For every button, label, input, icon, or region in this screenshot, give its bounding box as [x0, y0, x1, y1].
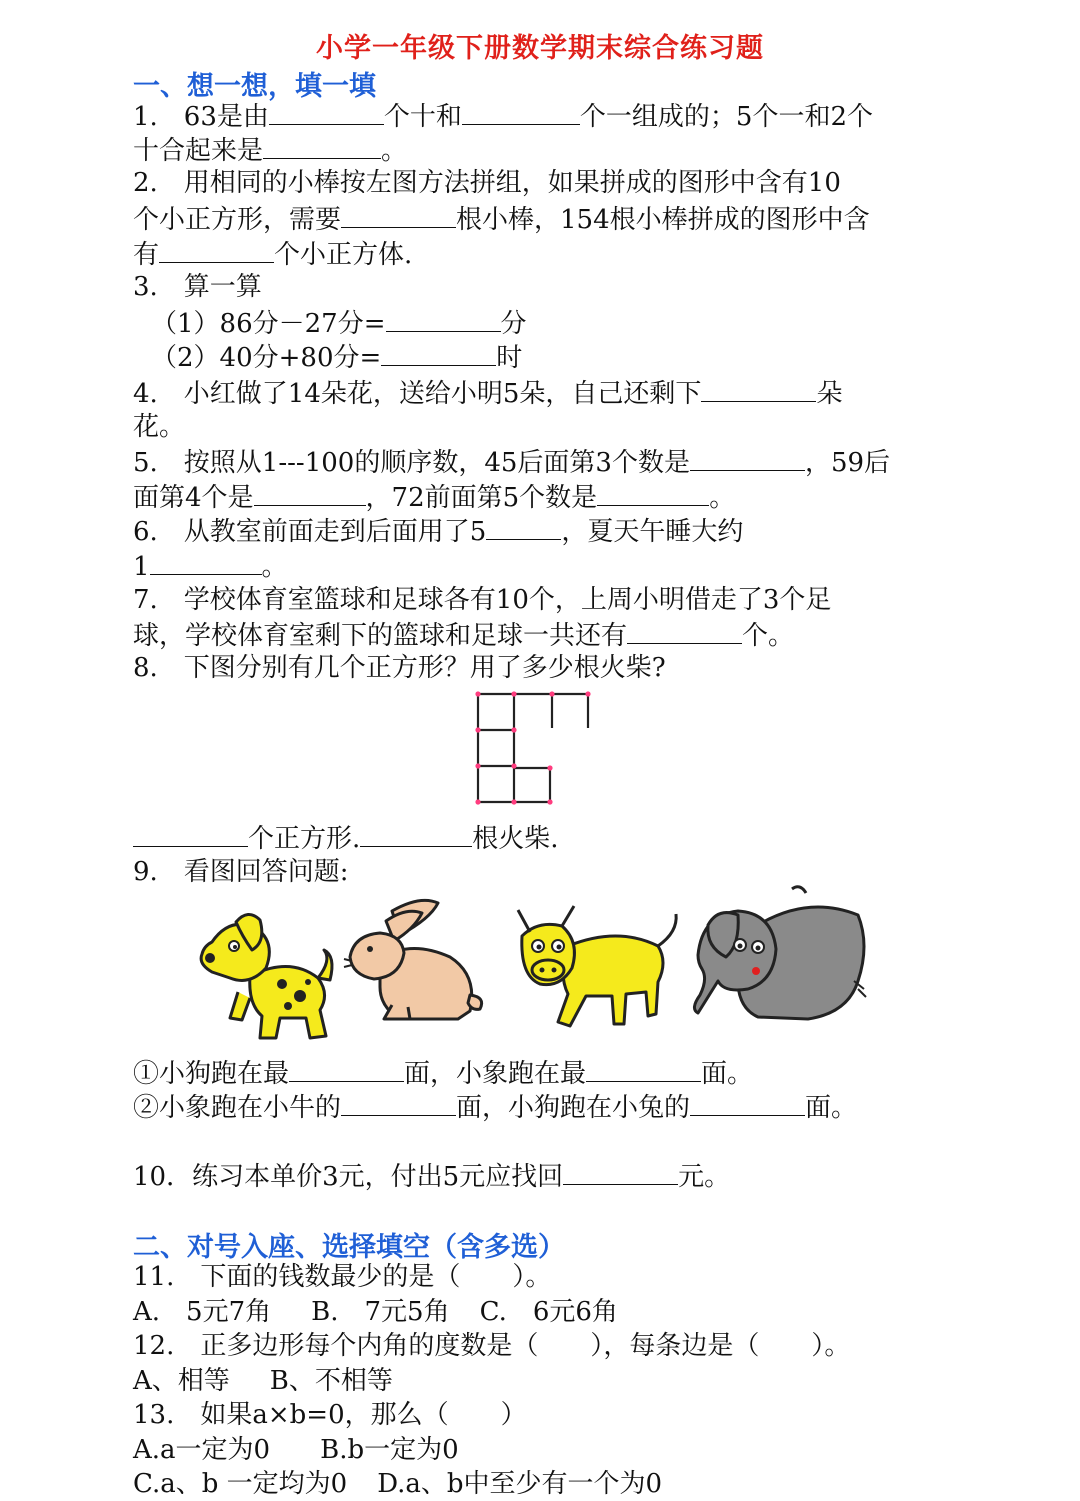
option-c[interactable]: C. 6元6角 [479, 1297, 618, 1327]
section-1-heading: 一、想一想，填一填 [133, 71, 376, 102]
page-title: 小学一年级下册数学期末综合练习题 [316, 33, 764, 64]
q1-line1: 1. 63是由 个十和 个一组成的；5个一和2个 [133, 98, 873, 134]
q12-options [133, 1364, 393, 1398]
q2-line1: 2. 用相同的小棒按左图方法拼组，如果拼成的图形中含有10 [133, 168, 841, 198]
q9-answer1: ①小狗跑在最 面，小象跑在最 面。 [133, 1055, 753, 1091]
q12-text: 12. 正多边形每个内角的度数是（ ），每条边是（ ）。 [133, 1331, 851, 1361]
section-2-heading: 二、对号入座、选择填空（含多选） [133, 1232, 565, 1263]
answer-blank[interactable] [254, 479, 366, 506]
answer-blank[interactable] [690, 444, 805, 471]
answer-blank[interactable] [159, 236, 274, 263]
answer-blank[interactable] [381, 339, 496, 366]
answer-blank[interactable] [133, 820, 248, 847]
q3-head: 3. 算一算 [133, 272, 262, 302]
q11-text: 11. 下面的钱数最少的是（ ）。 [133, 1262, 552, 1292]
answer-blank[interactable] [701, 375, 816, 402]
answer-blank[interactable] [486, 513, 561, 540]
q13-text: 13. 如果a×b=0，那么（ ） [133, 1400, 527, 1430]
option-a[interactable]: A. 5元7角 [133, 1297, 272, 1327]
answer-blank[interactable] [269, 98, 384, 125]
elephant-illustration [688, 885, 873, 1035]
answer-blank[interactable] [597, 479, 709, 506]
q8-answer-line: 个正方形. 根火柴. [133, 820, 559, 856]
option-b[interactable]: B. 7元5角 [311, 1297, 450, 1327]
answer-blank[interactable] [690, 1089, 805, 1116]
q3-part1: （1）86分－27分= 分 [133, 305, 527, 341]
answer-blank[interactable] [150, 548, 262, 575]
q13-options-row2 [133, 1467, 662, 1501]
answer-blank[interactable] [386, 305, 501, 332]
q9-answer2: ②小象跑在小牛的 面，小狗跑在小兔的 面。 [133, 1089, 857, 1125]
q2-line2: 个小正方形，需要 根小棒，154根小棒拼成的图形中含 [133, 201, 870, 237]
answer-blank[interactable] [563, 1158, 678, 1185]
q11-options [133, 1295, 618, 1329]
q4-line2: 花。 [133, 412, 186, 442]
answer-blank[interactable] [341, 1089, 456, 1116]
q3-part2: （2）40分+80分= 时 [133, 339, 522, 375]
option-c[interactable]: C.a、b 一定均为0 [133, 1469, 348, 1499]
answer-blank[interactable] [462, 98, 580, 125]
q1-line2: 十合起来是 。 [133, 132, 407, 168]
ox-illustration [508, 896, 688, 1046]
answer-blank[interactable] [289, 1055, 404, 1082]
answer-blank[interactable] [341, 201, 456, 228]
option-d[interactable]: D.a、b中至少有一个为0 [377, 1469, 663, 1499]
matchstick-figure [470, 688, 600, 810]
answer-blank[interactable] [263, 132, 381, 159]
rabbit-illustration [340, 895, 490, 1035]
q13-options-row1 [133, 1433, 459, 1467]
option-b[interactable]: B.b一定为0 [320, 1435, 459, 1465]
q9-head: 9. 看图回答问题: [133, 857, 349, 887]
q7-line1: 7. 学校体育室篮球和足球各有10个，上周小明借走了3个足 [133, 585, 832, 615]
option-a[interactable]: A、相等 [133, 1366, 230, 1396]
q4-line1: 4. 小红做了14朵花，送给小明5朵，自己还剩下 朵 [133, 375, 842, 411]
q8-head: 8. 下图分别有几个正方形？用了多少根火柴? [133, 653, 666, 683]
answer-blank[interactable] [586, 1055, 701, 1082]
dog-illustration [190, 906, 340, 1046]
q5-line2: 面第4个是 ，72前面第5个数是 。 [133, 479, 735, 515]
q10-line: 10．练习本单价3元，付出5元应找回 元。 [133, 1158, 730, 1194]
q6-line1: 6. 从教室前面走到后面用了5 ，夏天午睡大约 [133, 513, 743, 549]
q7-line2: 球，学校体育室剩下的篮球和足球一共还有 个。 [133, 617, 794, 653]
option-b[interactable]: B、不相等 [269, 1366, 393, 1396]
q5-line1: 5. 按照从1---100的顺序数，45后面第3个数是 ，59后 [133, 444, 890, 480]
answer-blank[interactable] [360, 820, 472, 847]
q6-line2: 1 。 [133, 548, 288, 584]
q2-line3: 有 个小正方体. [133, 236, 412, 272]
option-a[interactable]: A.a一定为0 [133, 1435, 271, 1465]
answer-blank[interactable] [627, 617, 742, 644]
